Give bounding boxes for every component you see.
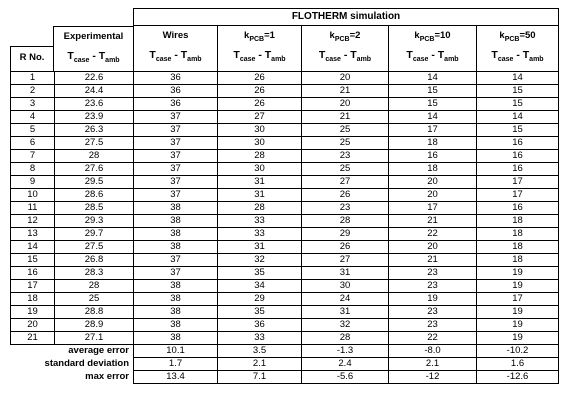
table-cell: 29 <box>218 293 302 306</box>
table-cell: 38 <box>134 319 218 332</box>
stats-value-cell: 2.4 <box>302 358 389 371</box>
table-cell: 25 <box>302 137 389 150</box>
col-header-kpcb-50 <box>476 26 559 72</box>
table-cell: 29 <box>302 228 389 241</box>
table-cell: 18 <box>477 215 559 228</box>
table-cell: 26 <box>218 72 302 85</box>
stats-label: standard deviation <box>44 358 129 369</box>
table-cell: 21 <box>302 111 389 124</box>
table-row <box>11 293 559 306</box>
row-number-cell: 5 <box>11 124 55 137</box>
stats-value-cell: 3.5 <box>218 345 302 358</box>
table-cell: 35 <box>218 267 302 280</box>
table-cell: 18 <box>477 228 559 241</box>
table-cell: 17 <box>477 293 559 306</box>
row-number-cell: 20 <box>11 319 55 332</box>
table-cell: 21 <box>389 254 477 267</box>
table-cell: 36 <box>134 72 218 85</box>
col-header-kpcb-50-title: $k_{PCB}=50$ <box>499 30 536 43</box>
table-cell: 14 <box>477 72 559 85</box>
table-cell: 25 <box>55 293 134 306</box>
table-cell: 31 <box>302 267 389 280</box>
table-cell: 26.8 <box>55 254 134 267</box>
table-cell: 32 <box>218 254 302 267</box>
stats-value-cell: -12 <box>389 371 477 384</box>
table-cell: 37 <box>134 163 218 176</box>
table-cell: 30 <box>302 280 389 293</box>
table-cell: 20 <box>389 189 477 202</box>
col-header-kpcb-1 <box>217 26 302 72</box>
table-cell: 18 <box>389 163 477 176</box>
table-cell: 19 <box>477 306 559 319</box>
table-cell: 28 <box>55 150 134 163</box>
table-row <box>11 98 559 111</box>
table-cell: 14 <box>477 111 559 124</box>
row-number-cell: 2 <box>11 85 55 98</box>
col-header-experimental <box>53 26 134 72</box>
table-cell: 28 <box>302 215 389 228</box>
table-cell: 14 <box>389 111 477 124</box>
stats-value-cell: 13.4 <box>134 371 218 384</box>
table-cell: 30 <box>218 124 302 137</box>
table-cell: 25 <box>302 163 389 176</box>
table-cell: 38 <box>134 215 218 228</box>
table-cell: 23 <box>389 267 477 280</box>
stats-value-cell: 7.1 <box>218 371 302 384</box>
col-header-kpcb-10-sub: $T_{case} - T_{amb}$ <box>406 49 459 64</box>
col-header-experimental-title: Experimental <box>63 31 124 42</box>
results-table <box>10 71 559 384</box>
table-cell: 27 <box>302 254 389 267</box>
table-cell: 28 <box>218 150 302 163</box>
row-number-cell: 4 <box>11 111 55 124</box>
table-cell: 37 <box>134 150 218 163</box>
row-number-cell: 8 <box>11 163 55 176</box>
table-cell: 20 <box>389 241 477 254</box>
table-cell: 29.7 <box>55 228 134 241</box>
table-cell: 28.5 <box>55 202 134 215</box>
table-cell: 37 <box>134 267 218 280</box>
table-cell: 23 <box>389 280 477 293</box>
stats-value-cell: -1.3 <box>302 345 389 358</box>
table-cell: 17 <box>389 124 477 137</box>
table-cell: 27 <box>218 111 302 124</box>
table-cell: 22 <box>389 332 477 345</box>
stats-row <box>11 358 559 371</box>
table-cell: 28 <box>218 202 302 215</box>
table-cell: 23.6 <box>55 98 134 111</box>
table-cell: 31 <box>218 176 302 189</box>
table-cell: 33 <box>218 228 302 241</box>
table-cell: 26 <box>302 241 389 254</box>
stats-value-cell: -5.6 <box>302 371 389 384</box>
table-cell: 20 <box>302 98 389 111</box>
table-cell: 15 <box>389 98 477 111</box>
table-cell: 38 <box>134 332 218 345</box>
table-cell: 38 <box>134 306 218 319</box>
table-cell: 23.9 <box>55 111 134 124</box>
table-cell: 19 <box>477 267 559 280</box>
table-cell: 24 <box>302 293 389 306</box>
table-cell: 16 <box>477 163 559 176</box>
row-number-cell: 15 <box>11 254 55 267</box>
table-cell: 37 <box>134 254 218 267</box>
table-cell: 15 <box>477 124 559 137</box>
table-cell: 28 <box>55 280 134 293</box>
stats-value-cell: 1.6 <box>477 358 559 371</box>
col-header-kpcb-50-sub: $T_{case} - T_{amb}$ <box>491 49 544 64</box>
table-cell: 38 <box>134 228 218 241</box>
table-cell: 27.1 <box>55 332 134 345</box>
table-cell: 17 <box>477 176 559 189</box>
row-number-cell: 18 <box>11 293 55 306</box>
table-row <box>11 111 559 124</box>
row-number-cell: 21 <box>11 332 55 345</box>
table-cell: 21 <box>389 215 477 228</box>
table-cell: 16 <box>477 202 559 215</box>
table-cell: 16 <box>477 137 559 150</box>
row-number-cell: 14 <box>11 241 55 254</box>
table-cell: 17 <box>389 202 477 215</box>
table-cell: 14 <box>389 72 477 85</box>
table-row <box>11 228 559 241</box>
table-cell: 25 <box>302 124 389 137</box>
table-cell: 27.5 <box>55 137 134 150</box>
col-header-kpcb-1-title: $k_{PCB}=1$ <box>244 30 275 43</box>
table-cell: 18 <box>389 137 477 150</box>
col-header-kpcb-10-title: $k_{PCB}=10$ <box>414 30 451 43</box>
table-row <box>11 280 559 293</box>
row-number-cell: 7 <box>11 150 55 163</box>
table-cell: 29.5 <box>55 176 134 189</box>
table-cell: 17 <box>477 189 559 202</box>
table-cell: 31 <box>218 189 302 202</box>
table-cell: 15 <box>477 98 559 111</box>
table-cell: 31 <box>218 241 302 254</box>
table-cell: 26 <box>302 189 389 202</box>
stats-value-cell: -10.2 <box>477 345 559 358</box>
col-header-wires-sub: $T_{case} - T_{amb}$ <box>149 49 202 64</box>
table-cell: 16 <box>389 150 477 163</box>
stats-row <box>11 345 559 358</box>
col-header-kpcb-1-sub: $T_{case} - T_{amb}$ <box>233 49 286 64</box>
row-number-cell: 10 <box>11 189 55 202</box>
table-cell: 38 <box>134 280 218 293</box>
table-cell: 37 <box>134 124 218 137</box>
table-cell: 37 <box>134 189 218 202</box>
table-cell: 33 <box>218 215 302 228</box>
table-cell: 24.4 <box>55 85 134 98</box>
table-cell: 28 <box>302 332 389 345</box>
table-cell: 36 <box>134 98 218 111</box>
table-row <box>11 332 559 345</box>
stats-value-cell: -8.0 <box>389 345 477 358</box>
row-number-cell: 1 <box>11 72 55 85</box>
table-cell: 30 <box>218 163 302 176</box>
stats-label: max error <box>85 371 129 382</box>
col-header-wires-title: Wires <box>162 30 189 41</box>
table-cell: 27 <box>302 176 389 189</box>
table-row <box>11 189 559 202</box>
table-cell: 18 <box>477 254 559 267</box>
table-row <box>11 254 559 267</box>
table-cell: 26.3 <box>55 124 134 137</box>
table-cell: 15 <box>477 85 559 98</box>
row-number-cell: 13 <box>11 228 55 241</box>
table-cell: 23 <box>302 202 389 215</box>
table-cell: 38 <box>134 202 218 215</box>
row-number-cell: 16 <box>11 267 55 280</box>
table-row <box>11 319 559 332</box>
table-cell: 38 <box>134 241 218 254</box>
table-cell: 22 <box>389 228 477 241</box>
col-header-kpcb-2-sub: $T_{case} - T_{amb}$ <box>318 49 372 64</box>
table-cell: 26 <box>218 85 302 98</box>
row-number-cell: 6 <box>11 137 55 150</box>
stats-label: average error <box>68 345 129 357</box>
table-cell: 28.9 <box>55 319 134 332</box>
row-number-cell: 17 <box>11 280 55 293</box>
table-cell: 38 <box>134 293 218 306</box>
table-row <box>11 176 559 189</box>
table-row <box>11 72 559 85</box>
row-number-header: R No. <box>10 46 54 72</box>
stats-value-cell: 2.1 <box>218 358 302 371</box>
table-cell: 36 <box>134 85 218 98</box>
table-row <box>11 215 559 228</box>
row-number-cell: 9 <box>11 176 55 189</box>
stats-value-cell: 1.7 <box>134 358 218 371</box>
table-cell: 23 <box>389 319 477 332</box>
table-cell: 19 <box>389 293 477 306</box>
table-cell: 21 <box>302 85 389 98</box>
table-row <box>11 85 559 98</box>
table-cell: 32 <box>302 319 389 332</box>
stats-value-cell: 2.1 <box>389 358 477 371</box>
table-cell: 34 <box>218 280 302 293</box>
row-number-cell: 11 <box>11 202 55 215</box>
table-cell: 18 <box>477 241 559 254</box>
col-header-kpcb-2 <box>301 26 389 72</box>
table-cell: 37 <box>134 176 218 189</box>
stats-value-cell: -12.6 <box>477 371 559 384</box>
table-cell: 19 <box>477 280 559 293</box>
table-cell: 31 <box>302 306 389 319</box>
row-number-cell: 3 <box>11 98 55 111</box>
flotherm-group-header: FLOTHERM simulation <box>133 8 559 26</box>
row-number-cell: 19 <box>11 306 55 319</box>
stats-row <box>11 371 559 384</box>
table-cell: 23 <box>389 306 477 319</box>
table-row <box>11 267 559 280</box>
table-row <box>11 163 559 176</box>
table-cell: 16 <box>477 150 559 163</box>
table-row <box>11 202 559 215</box>
table-cell: 22.6 <box>55 72 134 85</box>
table-cell: 28.6 <box>55 189 134 202</box>
table-cell: 28.8 <box>55 306 134 319</box>
table-cell: 15 <box>389 85 477 98</box>
table-cell: 27.6 <box>55 163 134 176</box>
row-number-cell: 12 <box>11 215 55 228</box>
table-cell: 33 <box>218 332 302 345</box>
stats-value-cell: 10.1 <box>134 345 218 358</box>
table-row <box>11 241 559 254</box>
table-cell: 19 <box>477 332 559 345</box>
table-cell: 20 <box>302 72 389 85</box>
table-cell: 20 <box>389 176 477 189</box>
results-table-body <box>11 72 559 384</box>
table-cell: 37 <box>134 137 218 150</box>
table-row <box>11 306 559 319</box>
table-cell: 29.3 <box>55 215 134 228</box>
table-cell: 28.3 <box>55 267 134 280</box>
col-header-wires <box>133 26 218 72</box>
table-cell: 19 <box>477 319 559 332</box>
table-row <box>11 124 559 137</box>
table-cell: 30 <box>218 137 302 150</box>
col-header-kpcb-10 <box>388 26 477 72</box>
col-header-kpcb-2-title: $k_{PCB}=2$ <box>329 30 361 43</box>
col-header-experimental-sub: $T_{case} - T_{amb}$ <box>67 50 120 65</box>
table-row <box>11 150 559 163</box>
table-cell: 26 <box>218 98 302 111</box>
table-cell: 35 <box>218 306 302 319</box>
table-cell: 37 <box>134 111 218 124</box>
table-cell: 36 <box>218 319 302 332</box>
table-row <box>11 137 559 150</box>
table-cell: 23 <box>302 150 389 163</box>
table-cell: 27.5 <box>55 241 134 254</box>
